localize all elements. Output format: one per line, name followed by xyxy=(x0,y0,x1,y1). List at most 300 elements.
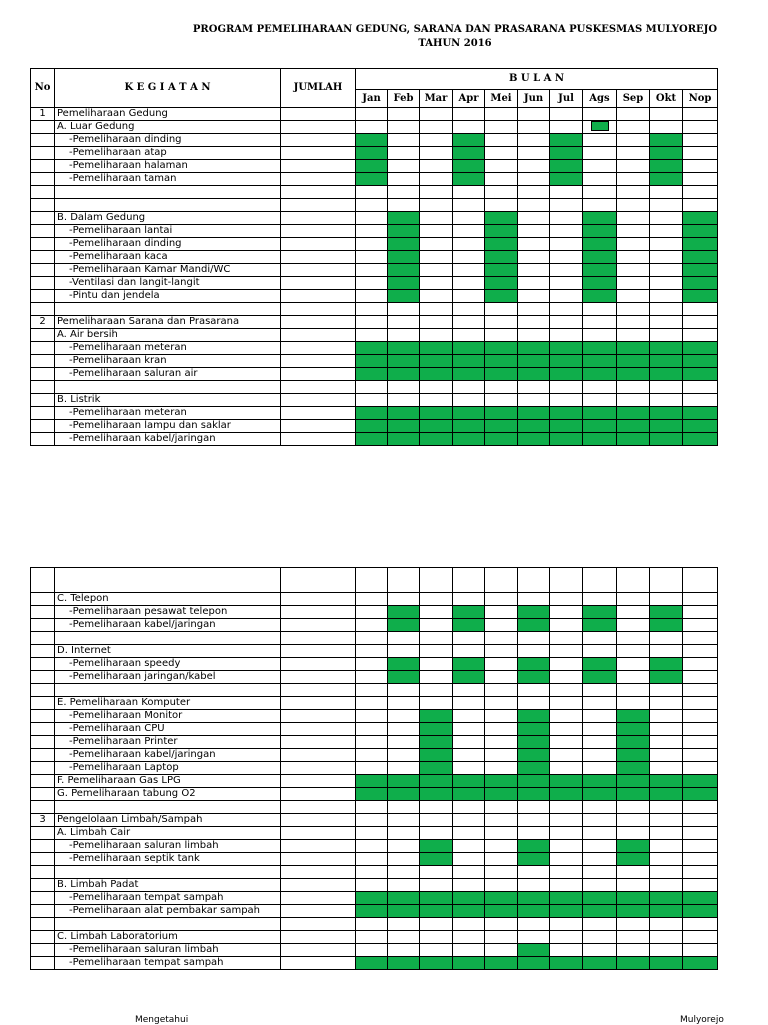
month-cell-okt xyxy=(650,840,683,853)
table-row xyxy=(31,853,718,866)
month-cell-nop xyxy=(683,866,718,879)
month-cell-sep xyxy=(617,108,650,121)
month-cell-jan xyxy=(356,775,388,788)
jumlah-cell xyxy=(281,121,356,134)
month-cell-sep xyxy=(617,355,650,368)
month-cell-mei xyxy=(485,394,518,407)
month-cell-mei xyxy=(485,160,518,173)
month-cell-apr xyxy=(453,840,485,853)
month-cell-mei xyxy=(485,892,518,905)
month-cell-apr xyxy=(453,853,485,866)
table-row xyxy=(31,788,718,801)
month-cell-sep xyxy=(617,879,650,892)
table-row xyxy=(31,121,718,134)
row-number: 3 xyxy=(31,814,55,827)
month-cell-nop xyxy=(683,108,718,121)
month-cell-jun xyxy=(518,944,550,957)
month-cell-mei xyxy=(485,121,518,134)
month-cell-mar xyxy=(420,814,453,827)
month-cell-mar xyxy=(420,420,453,433)
month-cell-jan xyxy=(356,355,388,368)
month-cell-nop xyxy=(683,658,718,671)
jumlah-cell xyxy=(281,606,356,619)
month-cell-sep xyxy=(617,316,650,329)
month-cell-okt xyxy=(650,658,683,671)
month-cell-mar xyxy=(420,593,453,606)
month-cell-okt xyxy=(650,879,683,892)
month-cell-okt xyxy=(650,173,683,186)
month-cell-jan xyxy=(356,238,388,251)
month-cell-ags xyxy=(583,264,617,277)
month-cell-feb xyxy=(388,840,420,853)
month-cell-jul xyxy=(550,342,583,355)
month-cell-mei xyxy=(485,918,518,931)
month-cell-mar xyxy=(420,658,453,671)
blank-cell xyxy=(55,568,281,593)
month-cell-ags xyxy=(583,186,617,199)
table-row xyxy=(31,251,718,264)
month-cell-ags xyxy=(583,121,617,134)
month-cell-mei xyxy=(485,593,518,606)
month-cell-jan xyxy=(356,199,388,212)
month-cell-sep xyxy=(617,632,650,645)
month-cell-feb xyxy=(388,329,420,342)
month-cell-ags xyxy=(583,316,617,329)
month-cell-feb xyxy=(388,749,420,762)
month-cell-jul xyxy=(550,645,583,658)
month-cell-jun xyxy=(518,147,550,160)
table-row xyxy=(31,775,718,788)
month-cell-ags xyxy=(583,944,617,957)
month-cell-feb xyxy=(388,879,420,892)
footer-right-text: Mulyorejo xyxy=(680,1015,724,1025)
month-cell-okt xyxy=(650,290,683,303)
month-cell-mei xyxy=(485,684,518,697)
month-cell-mar xyxy=(420,762,453,775)
table-row xyxy=(31,407,718,420)
table-row xyxy=(31,684,718,697)
table-row xyxy=(31,160,718,173)
month-cell-jul xyxy=(550,329,583,342)
row-number xyxy=(31,749,55,762)
row-number xyxy=(31,866,55,879)
month-cell-mar xyxy=(420,710,453,723)
month-cell-okt xyxy=(650,723,683,736)
month-cell-apr xyxy=(453,593,485,606)
table-row xyxy=(31,329,718,342)
month-cell-jul xyxy=(550,801,583,814)
row-number xyxy=(31,840,55,853)
table-row xyxy=(31,866,718,879)
month-cell-feb xyxy=(388,381,420,394)
month-cell-jun xyxy=(518,684,550,697)
row-number xyxy=(31,736,55,749)
month-cell-nop xyxy=(683,684,718,697)
month-cell-ags xyxy=(583,827,617,840)
month-cell-apr xyxy=(453,147,485,160)
month-cell-nop xyxy=(683,407,718,420)
table-row xyxy=(31,173,718,186)
jumlah-cell xyxy=(281,827,356,840)
month-cell-nop xyxy=(683,762,718,775)
month-cell-okt xyxy=(650,420,683,433)
blank-cell xyxy=(388,568,420,593)
row-number xyxy=(31,879,55,892)
activity-label: B. Listrik xyxy=(55,394,281,407)
month-cell-okt xyxy=(650,121,683,134)
month-cell-mar xyxy=(420,905,453,918)
month-cell-feb xyxy=(388,593,420,606)
month-cell-jan xyxy=(356,814,388,827)
month-cell-jan xyxy=(356,593,388,606)
month-cell-mar xyxy=(420,238,453,251)
row-number xyxy=(31,944,55,957)
month-cell-jun xyxy=(518,355,550,368)
table-row xyxy=(31,134,718,147)
month-cell-jan xyxy=(356,905,388,918)
month-cell-mar xyxy=(420,723,453,736)
activity-label: -Pemeliharaan kabel/jaringan xyxy=(55,749,281,762)
month-cell-okt xyxy=(650,619,683,632)
activity-label: -Pemeliharaan speedy xyxy=(55,658,281,671)
activity-label: Pemeliharaan Gedung xyxy=(55,108,281,121)
month-cell-nop xyxy=(683,160,718,173)
month-cell-sep xyxy=(617,944,650,957)
month-cell-jan xyxy=(356,827,388,840)
row-number xyxy=(31,905,55,918)
month-cell-jul xyxy=(550,147,583,160)
month-cell-jan xyxy=(356,697,388,710)
month-cell-nop xyxy=(683,788,718,801)
month-cell-jul xyxy=(550,593,583,606)
month-cell-sep xyxy=(617,853,650,866)
month-cell-jul xyxy=(550,199,583,212)
month-cell-feb xyxy=(388,355,420,368)
month-cell-apr xyxy=(453,290,485,303)
month-cell-okt xyxy=(650,381,683,394)
jumlah-cell xyxy=(281,918,356,931)
month-cell-jan xyxy=(356,788,388,801)
row-number xyxy=(31,147,55,160)
month-cell-apr xyxy=(453,697,485,710)
month-cell-feb xyxy=(388,225,420,238)
month-cell-apr xyxy=(453,632,485,645)
month-cell-nop xyxy=(683,892,718,905)
month-cell-sep xyxy=(617,394,650,407)
month-cell-feb xyxy=(388,710,420,723)
month-cell-ags xyxy=(583,619,617,632)
month-header-nop: Nop xyxy=(683,90,718,108)
month-cell-jul xyxy=(550,632,583,645)
month-cell-ags xyxy=(583,905,617,918)
month-cell-okt xyxy=(650,749,683,762)
month-cell-mei xyxy=(485,329,518,342)
month-cell-jul xyxy=(550,368,583,381)
month-cell-jul xyxy=(550,671,583,684)
jumlah-cell xyxy=(281,866,356,879)
month-cell-jan xyxy=(356,762,388,775)
month-cell-mei xyxy=(485,108,518,121)
month-cell-feb xyxy=(388,723,420,736)
jumlah-cell xyxy=(281,892,356,905)
month-cell-okt xyxy=(650,905,683,918)
month-cell-ags xyxy=(583,749,617,762)
month-cell-sep xyxy=(617,420,650,433)
month-cell-okt xyxy=(650,394,683,407)
month-cell-nop xyxy=(683,316,718,329)
month-cell-mei xyxy=(485,762,518,775)
blank-cell xyxy=(617,568,650,593)
month-cell-jul xyxy=(550,212,583,225)
month-cell-mar xyxy=(420,225,453,238)
month-cell-feb xyxy=(388,892,420,905)
month-cell-jun xyxy=(518,658,550,671)
jumlah-cell xyxy=(281,264,356,277)
table-row xyxy=(31,723,718,736)
month-cell-apr xyxy=(453,186,485,199)
month-cell-apr xyxy=(453,251,485,264)
table-row xyxy=(31,277,718,290)
month-cell-apr xyxy=(453,277,485,290)
month-cell-mar xyxy=(420,108,453,121)
month-cell-mei xyxy=(485,749,518,762)
row-number xyxy=(31,277,55,290)
table-row xyxy=(31,736,718,749)
month-cell-ags xyxy=(583,420,617,433)
blank-cell xyxy=(518,568,550,593)
month-cell-jun xyxy=(518,134,550,147)
row-number: 1 xyxy=(31,108,55,121)
month-cell-mar xyxy=(420,853,453,866)
month-cell-apr xyxy=(453,264,485,277)
month-cell-ags xyxy=(583,225,617,238)
month-cell-nop xyxy=(683,606,718,619)
month-cell-feb xyxy=(388,316,420,329)
month-cell-nop xyxy=(683,931,718,944)
month-cell-jun xyxy=(518,931,550,944)
table-row xyxy=(31,303,718,316)
month-cell-sep xyxy=(617,762,650,775)
month-cell-apr xyxy=(453,173,485,186)
month-cell-jul xyxy=(550,788,583,801)
month-cell-nop xyxy=(683,394,718,407)
month-cell-mei xyxy=(485,606,518,619)
table-row xyxy=(31,645,718,658)
table-row xyxy=(31,879,718,892)
month-cell-jun xyxy=(518,407,550,420)
month-cell-mei xyxy=(485,303,518,316)
month-cell-okt xyxy=(650,160,683,173)
month-cell-feb xyxy=(388,671,420,684)
month-cell-apr xyxy=(453,407,485,420)
month-cell-jun xyxy=(518,788,550,801)
month-cell-jun xyxy=(518,762,550,775)
month-cell-jan xyxy=(356,801,388,814)
activity-label: -Pemeliharaan pesawat telepon xyxy=(55,606,281,619)
activity-label: -Pemeliharaan dinding xyxy=(55,134,281,147)
jumlah-cell xyxy=(281,381,356,394)
month-cell-feb xyxy=(388,238,420,251)
month-cell-feb xyxy=(388,931,420,944)
month-cell-jan xyxy=(356,918,388,931)
month-cell-jan xyxy=(356,944,388,957)
month-cell-okt xyxy=(650,918,683,931)
month-cell-nop xyxy=(683,290,718,303)
month-cell-feb xyxy=(388,147,420,160)
month-cell-jul xyxy=(550,944,583,957)
table-row xyxy=(31,212,718,225)
month-cell-apr xyxy=(453,619,485,632)
activity-label: -Pemeliharaan lantai xyxy=(55,225,281,238)
month-cell-jul xyxy=(550,697,583,710)
table-row xyxy=(31,827,718,840)
month-header-mei: Mei xyxy=(485,90,518,108)
month-cell-mar xyxy=(420,671,453,684)
month-cell-sep xyxy=(617,277,650,290)
jumlah-cell xyxy=(281,697,356,710)
month-cell-nop xyxy=(683,749,718,762)
month-cell-jul xyxy=(550,277,583,290)
activity-label xyxy=(55,684,281,697)
row-number xyxy=(31,658,55,671)
month-cell-sep xyxy=(617,840,650,853)
activity-label: -Pintu dan jendela xyxy=(55,290,281,303)
table-row xyxy=(31,840,718,853)
row-number xyxy=(31,186,55,199)
month-cell-mar xyxy=(420,736,453,749)
table-row xyxy=(31,944,718,957)
activity-label: -Pemeliharaan tempat sampah xyxy=(55,957,281,970)
activity-label: -Pemeliharaan kabel/jaringan xyxy=(55,433,281,446)
month-cell-okt xyxy=(650,212,683,225)
month-cell-sep xyxy=(617,199,650,212)
month-cell-okt xyxy=(650,684,683,697)
month-cell-nop xyxy=(683,697,718,710)
row-number xyxy=(31,420,55,433)
month-cell-sep xyxy=(617,671,650,684)
month-cell-apr xyxy=(453,121,485,134)
month-cell-nop xyxy=(683,918,718,931)
month-cell-ags xyxy=(583,606,617,619)
schedule-table-2 xyxy=(30,567,718,970)
month-cell-mei xyxy=(485,238,518,251)
month-cell-mei xyxy=(485,290,518,303)
month-cell-nop xyxy=(683,186,718,199)
month-cell-jun xyxy=(518,697,550,710)
month-cell-jul xyxy=(550,433,583,446)
month-cell-ags xyxy=(583,368,617,381)
activity-label xyxy=(55,199,281,212)
page-subtitle-year: TAHUN 2016 xyxy=(418,38,492,49)
month-cell-mar xyxy=(420,355,453,368)
jumlah-cell xyxy=(281,944,356,957)
month-header-jun: Jun xyxy=(518,90,550,108)
month-cell-sep xyxy=(617,225,650,238)
table-row xyxy=(31,918,718,931)
month-cell-apr xyxy=(453,944,485,957)
jumlah-cell xyxy=(281,420,356,433)
month-cell-feb xyxy=(388,658,420,671)
month-cell-ags xyxy=(583,134,617,147)
month-cell-mei xyxy=(485,944,518,957)
month-cell-sep xyxy=(617,827,650,840)
month-cell-jun xyxy=(518,277,550,290)
month-header-okt: Okt xyxy=(650,90,683,108)
month-cell-mar xyxy=(420,892,453,905)
month-cell-mei xyxy=(485,671,518,684)
blank-cell xyxy=(453,568,485,593)
month-cell-jan xyxy=(356,866,388,879)
month-cell-feb xyxy=(388,290,420,303)
month-cell-sep xyxy=(617,160,650,173)
month-cell-ags xyxy=(583,788,617,801)
table-row xyxy=(31,238,718,251)
month-cell-mar xyxy=(420,619,453,632)
table-row xyxy=(31,147,718,160)
month-cell-mei xyxy=(485,723,518,736)
month-cell-feb xyxy=(388,775,420,788)
month-cell-jan xyxy=(356,632,388,645)
month-cell-ags xyxy=(583,342,617,355)
header-no: No xyxy=(31,69,55,108)
month-cell-jul xyxy=(550,303,583,316)
row-number xyxy=(31,723,55,736)
month-cell-jan xyxy=(356,892,388,905)
month-cell-nop xyxy=(683,303,718,316)
row-number xyxy=(31,238,55,251)
month-cell-jun xyxy=(518,381,550,394)
month-cell-jun xyxy=(518,892,550,905)
month-header-ags: Ags xyxy=(583,90,617,108)
activity-label: -Pemeliharaan halaman xyxy=(55,160,281,173)
month-cell-feb xyxy=(388,632,420,645)
blank-cell xyxy=(485,568,518,593)
month-cell-jan xyxy=(356,147,388,160)
month-cell-mar xyxy=(420,645,453,658)
row-number xyxy=(31,173,55,186)
activity-label: -Pemeliharaan lampu dan saklar xyxy=(55,420,281,433)
month-cell-feb xyxy=(388,251,420,264)
month-cell-jan xyxy=(356,879,388,892)
table-row xyxy=(31,619,718,632)
activity-label xyxy=(55,918,281,931)
activity-label: B. Limbah Padat xyxy=(55,879,281,892)
month-cell-jan xyxy=(356,606,388,619)
row-number xyxy=(31,368,55,381)
table-row xyxy=(31,931,718,944)
month-cell-jul xyxy=(550,775,583,788)
activity-label: A. Limbah Cair xyxy=(55,827,281,840)
month-cell-apr xyxy=(453,931,485,944)
month-cell-jun xyxy=(518,905,550,918)
blank-cell xyxy=(550,568,583,593)
month-cell-nop xyxy=(683,342,718,355)
month-cell-jan xyxy=(356,840,388,853)
month-cell-ags xyxy=(583,147,617,160)
month-cell-apr xyxy=(453,316,485,329)
month-cell-mar xyxy=(420,433,453,446)
month-cell-jul xyxy=(550,420,583,433)
jumlah-cell xyxy=(281,225,356,238)
activity-label: A. Air bersih xyxy=(55,329,281,342)
month-cell-mei xyxy=(485,697,518,710)
month-cell-nop xyxy=(683,736,718,749)
month-cell-feb xyxy=(388,853,420,866)
month-cell-nop xyxy=(683,251,718,264)
month-cell-nop xyxy=(683,840,718,853)
month-cell-sep xyxy=(617,684,650,697)
month-cell-feb xyxy=(388,368,420,381)
